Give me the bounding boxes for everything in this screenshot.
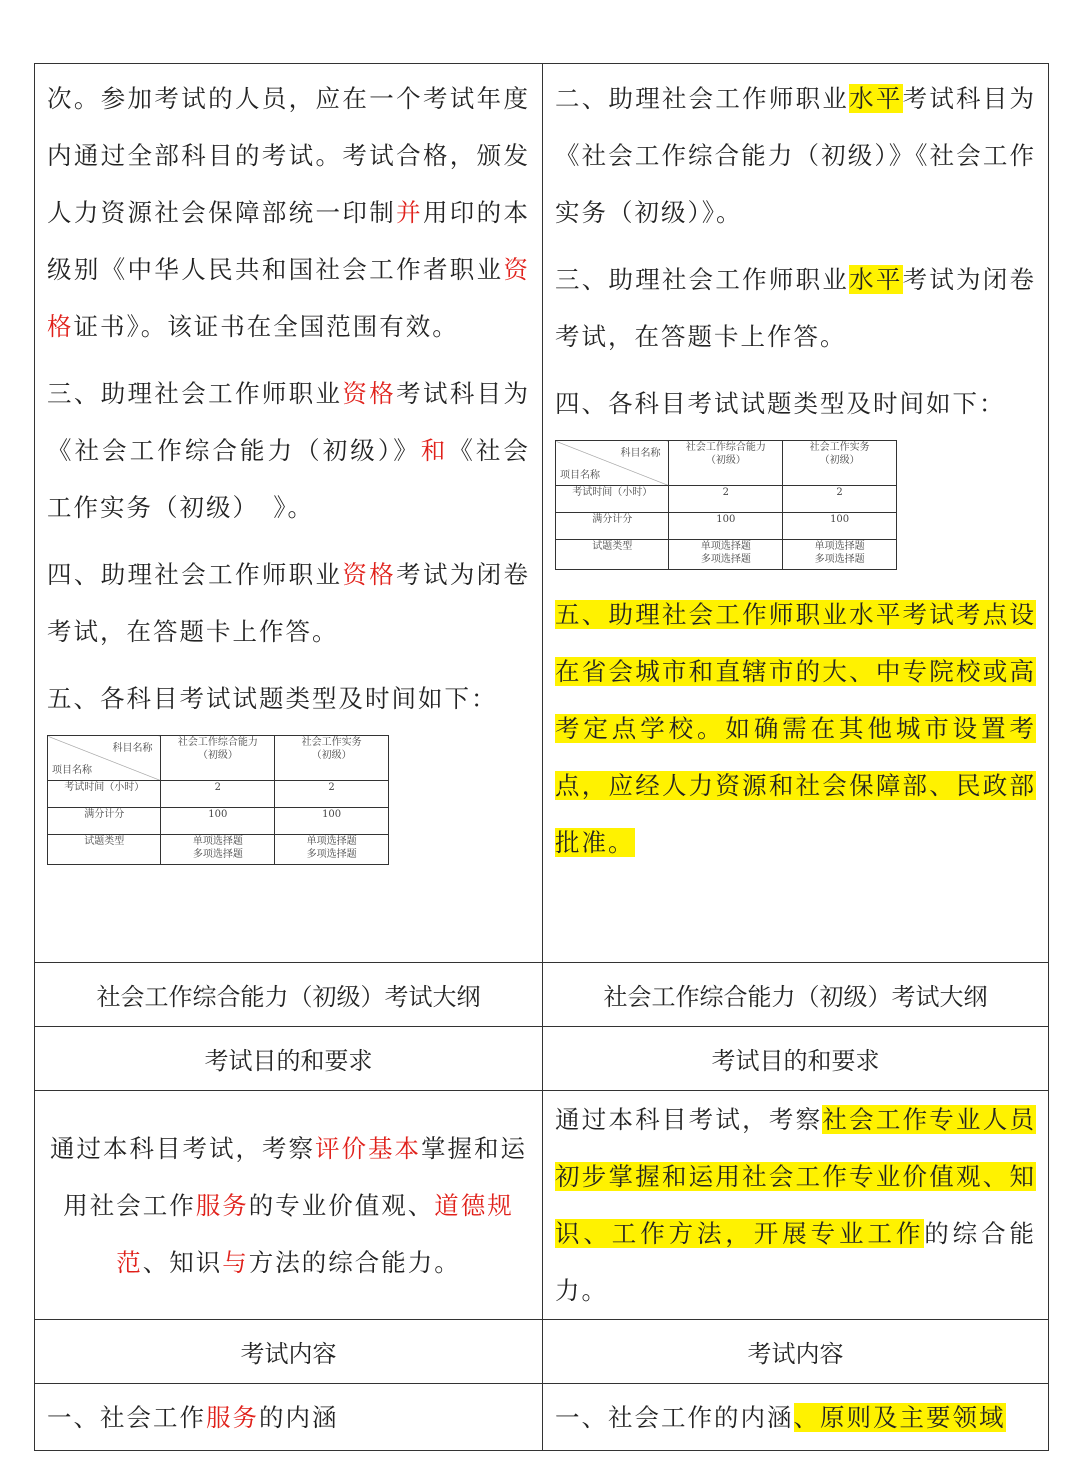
right-content-heading: 考试内容	[543, 1320, 1049, 1384]
mini-cell: 100	[275, 808, 389, 835]
mini-col-header: 社会工作实务（初级）	[275, 736, 389, 781]
mini-row-label: 满分计分	[48, 808, 161, 835]
left-purpose-heading: 考试目的和要求	[35, 1027, 543, 1091]
mini-cell: 2	[161, 781, 275, 808]
right-exam-info-table	[555, 440, 897, 570]
mini-cell: 单项选择题 多项选择题	[161, 835, 275, 865]
left-paragraph-question-types: 五、各科目考试试题类型及时间如下：	[47, 684, 498, 713]
left-syllabus-title: 社会工作综合能力（初级）考试大纲	[35, 963, 543, 1027]
right-paragraph-test-sites: 五、助理社会工作师职业水平考试考点设在省会城市和直辖市的大、中专院校或高考定点学校。如确需在其他城市设置考点，应经人力资源和社会保障部、民政部批准。	[555, 600, 1036, 857]
mini-cell: 2	[669, 486, 783, 513]
left-body-cell	[35, 64, 543, 963]
mini-row-label: 试题类型	[48, 835, 161, 865]
right-purpose-text: 通过本科目考试，考察社会工作专业人员初步掌握和运用社会工作专业价值观、知识、工作方法，开展专业工作的综合能力。	[555, 1105, 1037, 1305]
mini-cell: 2	[783, 486, 897, 513]
mini-row-label: 考试时间（小时）	[556, 486, 669, 513]
mini-col-header: 社会工作综合能力（初级）	[161, 736, 275, 781]
mini-cell: 2	[275, 781, 389, 808]
left-paragraph-subjects: 三、助理社会工作师职业资格考试科目为《社会工作综合能力（初级）》和《社会工作实务（初级） 》。	[47, 379, 531, 522]
left-purpose-text: 通过本科目考试，考察评价基本掌握和运用社会工作服务的专业价值观、道德规范、知识与方法的综合能力。	[50, 1133, 527, 1277]
mini-col-header: 社会工作实务（初级）	[783, 441, 897, 486]
left-purpose-cell	[35, 1091, 543, 1320]
left-content-heading: 考试内容	[35, 1320, 543, 1384]
mini-cell: 100	[669, 513, 783, 540]
mini-cell: 100	[783, 513, 897, 540]
right-purpose-heading: 考试目的和要求	[543, 1027, 1049, 1091]
right-paragraph-subjects: 二、助理社会工作师职业水平考试科目为《社会工作综合能力（初级）》《社会工作实务（初级）》。	[555, 84, 1037, 227]
left-paragraph-certificate: 次。参加考试的人员，应在一个考试年度内通过全部科目的考试。考试合格，颁发人力资源社会保障部统一印制并用印的本级别《中华人民共和国社会工作者职业资格证书》。该证书在全国范围有效。	[47, 84, 531, 341]
left-exam-info-table	[47, 735, 389, 865]
right-body-cell	[543, 64, 1049, 963]
mini-cell: 单项选择题 多项选择题	[275, 835, 389, 865]
comparison-document	[34, 63, 1048, 1451]
mini-row-label: 考试时间（小时）	[48, 781, 161, 808]
right-purpose-cell	[543, 1091, 1049, 1320]
mini-cell: 单项选择题 多项选择题	[783, 540, 897, 570]
mini-row-label: 试题类型	[556, 540, 669, 570]
mini-diagonal-header: 科目名称 项目名称	[556, 441, 669, 486]
right-paragraph-question-types: 四、各科目考试试题类型及时间如下：	[555, 389, 1006, 418]
mini-cell: 单项选择题 多项选择题	[669, 540, 783, 570]
mini-diagonal-header: 科目名称 项目名称	[48, 736, 161, 781]
comparison-table	[34, 63, 1049, 1451]
right-syllabus-title: 社会工作综合能力（初级）考试大纲	[543, 963, 1049, 1027]
mini-row-label: 满分计分	[556, 513, 669, 540]
left-paragraph-exam-format: 四、助理社会工作师职业资格考试为闭卷考试，在答题卡上作答。	[47, 560, 531, 646]
mini-col-header: 社会工作综合能力（初级）	[669, 441, 783, 486]
left-content-item: 一、社会工作服务的内涵	[35, 1384, 543, 1451]
mini-cell: 100	[161, 808, 275, 835]
right-content-item: 一、社会工作的内涵、原则及主要领域	[543, 1384, 1049, 1451]
right-paragraph-exam-format: 三、助理社会工作师职业水平考试为闭卷考试，在答题卡上作答。	[555, 265, 1037, 351]
